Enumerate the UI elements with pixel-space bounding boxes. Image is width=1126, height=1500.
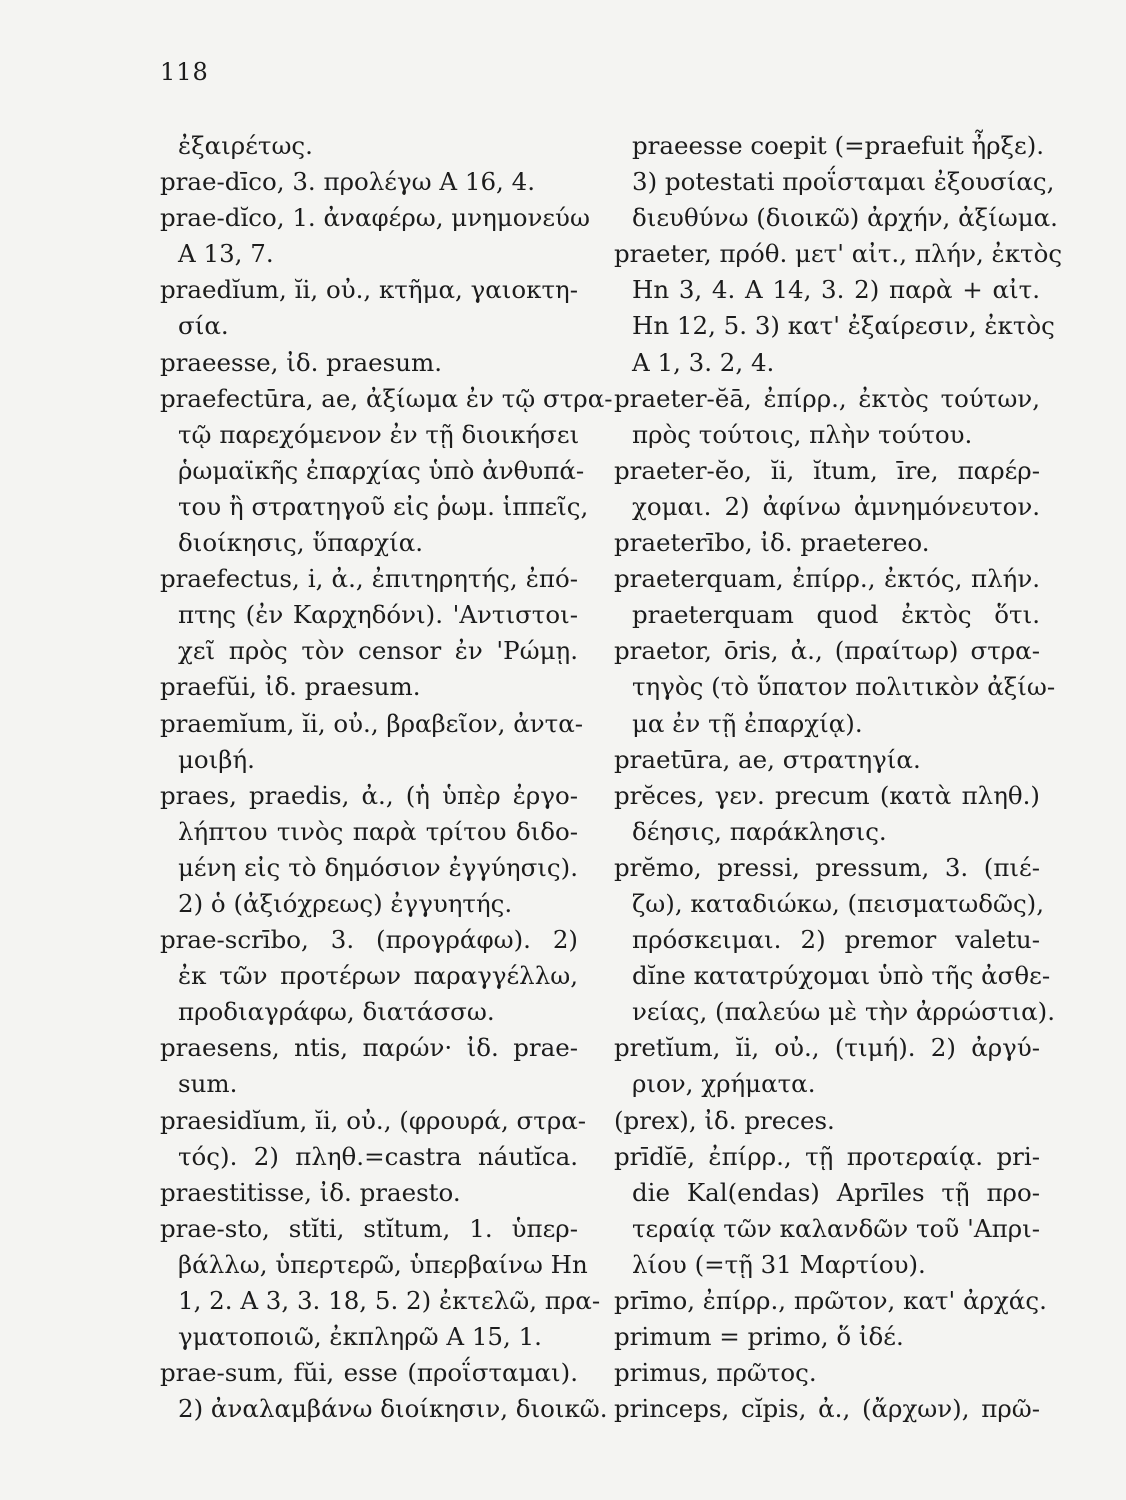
dictionary-line: τεραίᾳ τῶν καλανδῶν τοῦ 'Απρι- (632, 1213, 1040, 1243)
dictionary-line: σία. (178, 311, 229, 341)
dictionary-line: prīdĭē, ἐπίρρ., τῇ προτεραίᾳ. pri- (614, 1141, 1040, 1171)
dictionary-line: μοιβή. (178, 744, 255, 774)
dictionary-line: prae-scrībo, 3. (προγράφω). 2) (160, 925, 578, 955)
left-column (160, 128, 613, 1427)
dictionary-line: praesidĭum, ĭi, οὐ., (φρουρά, στρα- (160, 1105, 587, 1135)
dictionary-line: του ἢ στρατηγοῦ εἰς ῥωμ. ἱππεῖς, (178, 491, 589, 521)
dictionary-line: χομαι. 2) ἀφίνω ἀμνημόνευτον. (632, 491, 1040, 521)
dictionary-line: prae-sum, fŭi, esse (προΐσταμαι). (160, 1358, 578, 1388)
dictionary-line: praeterquam, ἐπίρρ., ἐκτός, πλήν. (614, 564, 1040, 594)
dictionary-line: δέησις, παράκλησις. (632, 816, 887, 846)
dictionary-line: Α 1, 3. 2, 4. (632, 347, 775, 377)
dictionary-line: praetor, ōris, ἀ., (πραίτωρ) στρα- (614, 636, 1040, 666)
right-column (614, 128, 1063, 1427)
dictionary-line: die Kal(endas) Aprīles τῇ προ- (632, 1177, 1040, 1207)
dictionary-line: pretĭum, ĭi, οὐ., (τιμή). 2) ἀργύ- (614, 1033, 1040, 1063)
dictionary-line: praeesse, ἰδ. praesum. (160, 347, 443, 377)
dictionary-line: praeterībo, ἰδ. praetereo. (614, 528, 930, 558)
dictionary-line: (prex), ἰδ. preces. (614, 1105, 835, 1135)
dictionary-line: praemĭum, ĭi, οὐ., βραβεῖον, ἀντα- (160, 708, 584, 738)
dictionary-line: χεῖ πρὸς τὸν censor ἐν 'Ρώμῃ. (178, 636, 578, 666)
dictionary-line: prae-dĭco, 1. ἀναφέρω, μνημονεύω (160, 203, 590, 233)
dictionary-line: praeter, πρόθ. μετ' αἰτ., πλήν, ἐκτὸς (614, 239, 1063, 269)
dictionary-line: prae-dīco, 3. προλέγω Α 16, 4. (160, 167, 536, 197)
dictionary-line: praefŭi, ἰδ. praesum. (160, 672, 421, 702)
dictionary-line: 1, 2. Α 3, 3. 18, 5. 2) ἐκτελῶ, πρα- (178, 1286, 601, 1315)
dictionary-line: προδιαγράφω, διατάσσω. (178, 997, 495, 1027)
dictionary-line: 3) potestati προΐσταμαι ἐξουσίας, (632, 167, 1055, 197)
dictionary-line: praesens, ntis, παρών· ἰδ. prae- (160, 1033, 578, 1063)
dictionary-line: πτης (ἐν Καρχηδόνι). 'Αντιστοι- (178, 600, 578, 630)
dictionary-line: Ηn 12, 5. 3) κατ' ἐξαίρεσιν, ἐκτὸς (632, 311, 1055, 341)
dictionary-line: λίου (=τῇ 31 Μαρτίου). (632, 1249, 926, 1279)
dictionary-line: ἐκ τῶν προτέρων παραγγέλλω, (178, 961, 578, 991)
dictionary-line: praeesse coepit (=praefuit ἦρξε). (632, 131, 1045, 160)
dictionary-line: Ηn 3, 4. Α 14, 3. 2) παρὰ + αἰτ. (632, 275, 1040, 305)
dictionary-line: primus, πρῶτος. (614, 1358, 817, 1388)
dictionary-line: πρὸς τούτοις, πλὴν τούτου. (632, 419, 973, 449)
dictionary-line: praetūra, ae, στρατηγία. (614, 744, 921, 774)
dictionary-line: prĕmo, pressi, pressum, 3. (πιέ- (614, 852, 1040, 882)
dictionary-line: βάλλω, ὑπερτερῶ, ὑπερβαίνω Ηn (178, 1249, 588, 1279)
dictionary-line: praefectūra, ae, ἀξίωμα ἐν τῷ στρα- (160, 383, 613, 413)
dictionary-line: ῥωμαϊκῆς ἐπαρχίας ὑπὸ ἀνθυπά- (178, 455, 585, 485)
dictionary-line: praeter-ĕā, ἐπίρρ., ἐκτὸς τούτων, (614, 383, 1040, 413)
dictionary-line: prae-sto, stĭti, stĭtum, 1. ὑπερ- (160, 1213, 578, 1243)
dictionary-line: διευθύνω (διοικῶ) ἀρχήν, ἀξίωμα. (632, 203, 1058, 233)
dictionary-line: sum. (178, 1069, 238, 1099)
dictionary-line: prīmo, ἐπίρρ., πρῶτον, κατ' ἀρχάς. (614, 1286, 1047, 1315)
dictionary-line: ἐξαιρέτως. (178, 131, 313, 160)
dictionary-line: νείας, (παλεύω μὲ τὴν ἀρρώστια). (632, 997, 1055, 1027)
dictionary-line: λήπτου τινὸς παρὰ τρίτου διδο- (178, 816, 578, 846)
dictionary-line: τός). 2) πληθ.=castra náutĭca. (178, 1141, 578, 1171)
dictionary-line: praeterquam quod ἐκτὸς ὅτι. (632, 600, 1040, 630)
dictionary-line: τῷ παρεχόμενον ἐν τῇ διοικήσει (178, 419, 580, 449)
dictionary-line: dĭne κατατρύχομαι ὑπὸ τῆς ἀσθε- (632, 961, 1051, 991)
dictionary-line: praefectus, i, ἀ., ἐπιτηρητής, ἐπό- (160, 564, 578, 594)
dictionary-line: Α 13, 7. (178, 239, 274, 269)
dictionary-line: praestitisse, ἰδ. praesto. (160, 1177, 461, 1207)
dictionary-line: τηγὸς (τὸ ὕπατον πολιτικὸν ἀξίω- (632, 672, 1056, 702)
dictionary-line: μένη εἰς τὸ δημόσιον ἐγγύησις). (178, 852, 578, 882)
dictionary-line: μα ἐν τῇ ἐπαρχίᾳ). (632, 708, 863, 738)
dictionary-line: praedĭum, ĭi, οὐ., κτῆμα, γαιοκτη- (160, 275, 578, 305)
dictionary-line: praeter-ĕo, ĭi, ĭtum, īre, παρέρ- (614, 455, 1040, 485)
dictionary-line: 2) ἀναλαμβάνω διοίκησιν, διοικῶ. (178, 1394, 608, 1424)
dictionary-line: γματοποιῶ, ἐκπληρῶ Α 15, 1. (178, 1322, 542, 1352)
dictionary-line: ριον, χρήματα. (632, 1069, 816, 1099)
dictionary-line: praes, praedis, ἀ., (ἡ ὑπὲρ ἐργο- (160, 780, 578, 810)
dictionary-line: διοίκησις, ὕπαρχία. (178, 528, 424, 558)
dictionary-line: prĕces, γεν. precum (κατὰ πληθ.) (614, 780, 1040, 810)
dictionary-line: primum = primo, ὅ ἰδέ. (614, 1322, 904, 1352)
dictionary-line: 2) ὁ (ἀξιόχρεως) ἐγγυητής. (178, 888, 513, 918)
dictionary-line: πρόσκειμαι. 2) premor valetu- (632, 925, 1040, 955)
dictionary-line: ζω), καταδιώκω, (πεισματωδῶς), (632, 888, 1045, 918)
dictionary-line: princeps, cĭpis, ἀ., (ἄρχων), πρῶ- (614, 1394, 1040, 1424)
page-number: 118 (160, 58, 209, 86)
